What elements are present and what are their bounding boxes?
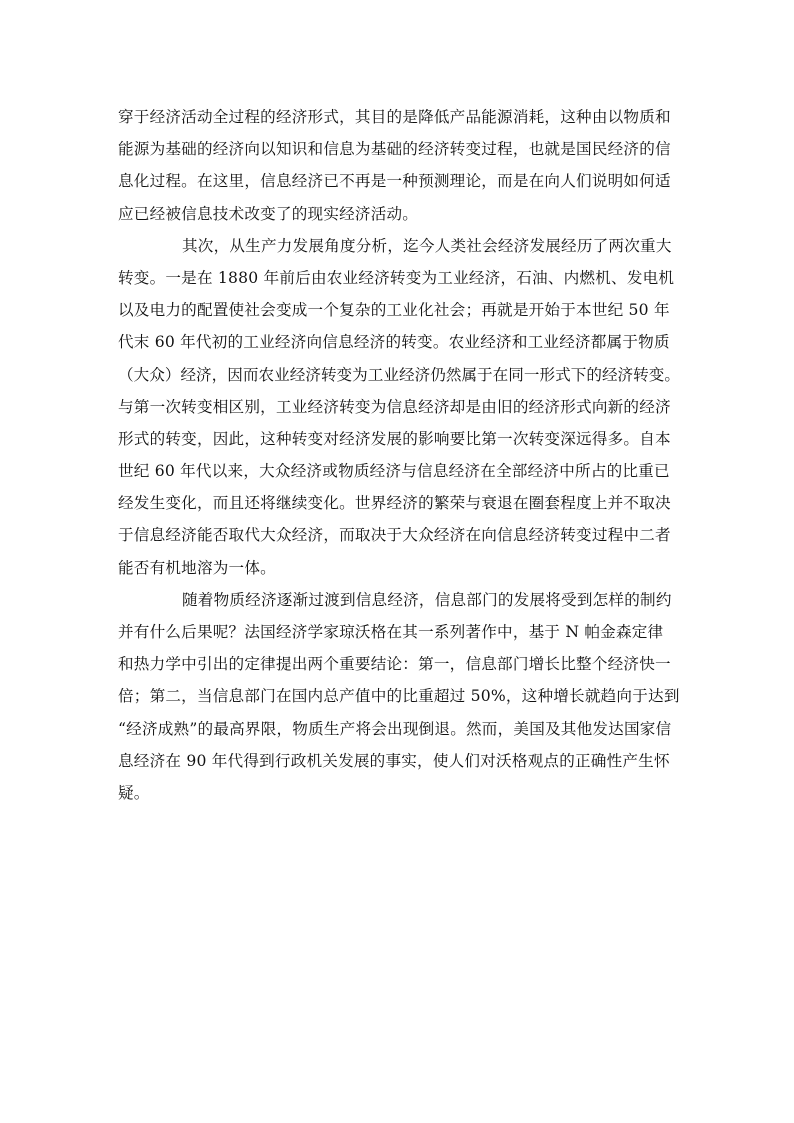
text-line: “经济成熟”的最高界限，物质生产将会出现倒退。然而，美国及其他发达国家信: [118, 719, 672, 738]
text-line: 经发生变化，而且还将继续变化。世界经济的繁荣与衰退在圈套程度上并不取决: [118, 494, 671, 513]
text-line: 能否有机地溶为一体。: [118, 558, 276, 577]
document-body: [118, 101, 680, 809]
paragraph-3: [118, 584, 680, 809]
text-line: 息经济在 90 年代得到行政机关发展的事实，使人们对沃格观点的正确性产生怀: [118, 751, 670, 770]
paragraph-1: [118, 101, 680, 230]
text-line-indented: 随着物质经济逐渐过渡到信息经济，信息部门的发展将受到怎样的制约: [182, 590, 672, 609]
text-line: 并有什么后果呢？法国经济学家琼沃格在其一系列著作中，基于 N 帕金森定律: [118, 623, 664, 641]
text-line: 转变。一是在 1880 年前后由农业经济转变为工业经济，石油、内燃机、发电机: [118, 268, 675, 287]
paragraph-2: [118, 230, 680, 584]
text-line: 与第一次转变相区别，工业经济转变为信息经济却是由旧的经济形式向新的经济: [118, 397, 671, 416]
text-line: 息化过程。在这里，信息经济已不再是一种预测理论，而是在向人们说明如何适: [118, 172, 671, 191]
text-line: 倍；第二，当信息部门在国内总产值中的比重超过 50%，这种增长就趋向于达到: [118, 687, 680, 706]
text-line: 和热力学中引出的定律提出两个重要结论：第一，信息部门增长比整个经济快一: [118, 655, 671, 674]
text-line: 形式的转变，因此，这种转变对经济发展的影响要比第一次转变深远得多。自本: [118, 429, 671, 448]
text-line: 以及电力的配置使社会变成一个复杂的工业化社会；再就是开始于本世纪 50 年: [118, 301, 670, 320]
text-line: （大众）经济，因而农业经济转变为工业经济仍然属于在同一形式下的经济转变。: [118, 365, 680, 384]
text-line: 穿于经济活动全过程的经济形式，其目的是降低产品能源消耗，这种由以物质和: [118, 108, 671, 126]
text-line: 能源为基础的经济向以知识和信息为基础的经济转变过程，也就是国民经济的信: [118, 140, 671, 159]
text-line: 于信息经济能否取代大众经济，而取决于大众经济在向信息经济转变过程中二者: [118, 526, 671, 545]
text-line: 代末 60 年代初的工业经济向信息经济的转变。农业经济和工业经济都属于物质: [118, 333, 670, 352]
text-line: 应已经被信息技术改变了的现实经济活动。: [118, 204, 419, 223]
text-line-indented: 其次，从生产力发展角度分析，迄今人类社会经济发展经历了两次重大: [182, 236, 672, 255]
text-line: 世纪 60 年代以来，大众经济或物质经济与信息经济在全部经济中所占的比重已: [118, 462, 670, 481]
text-line: 疑。: [118, 783, 150, 802]
